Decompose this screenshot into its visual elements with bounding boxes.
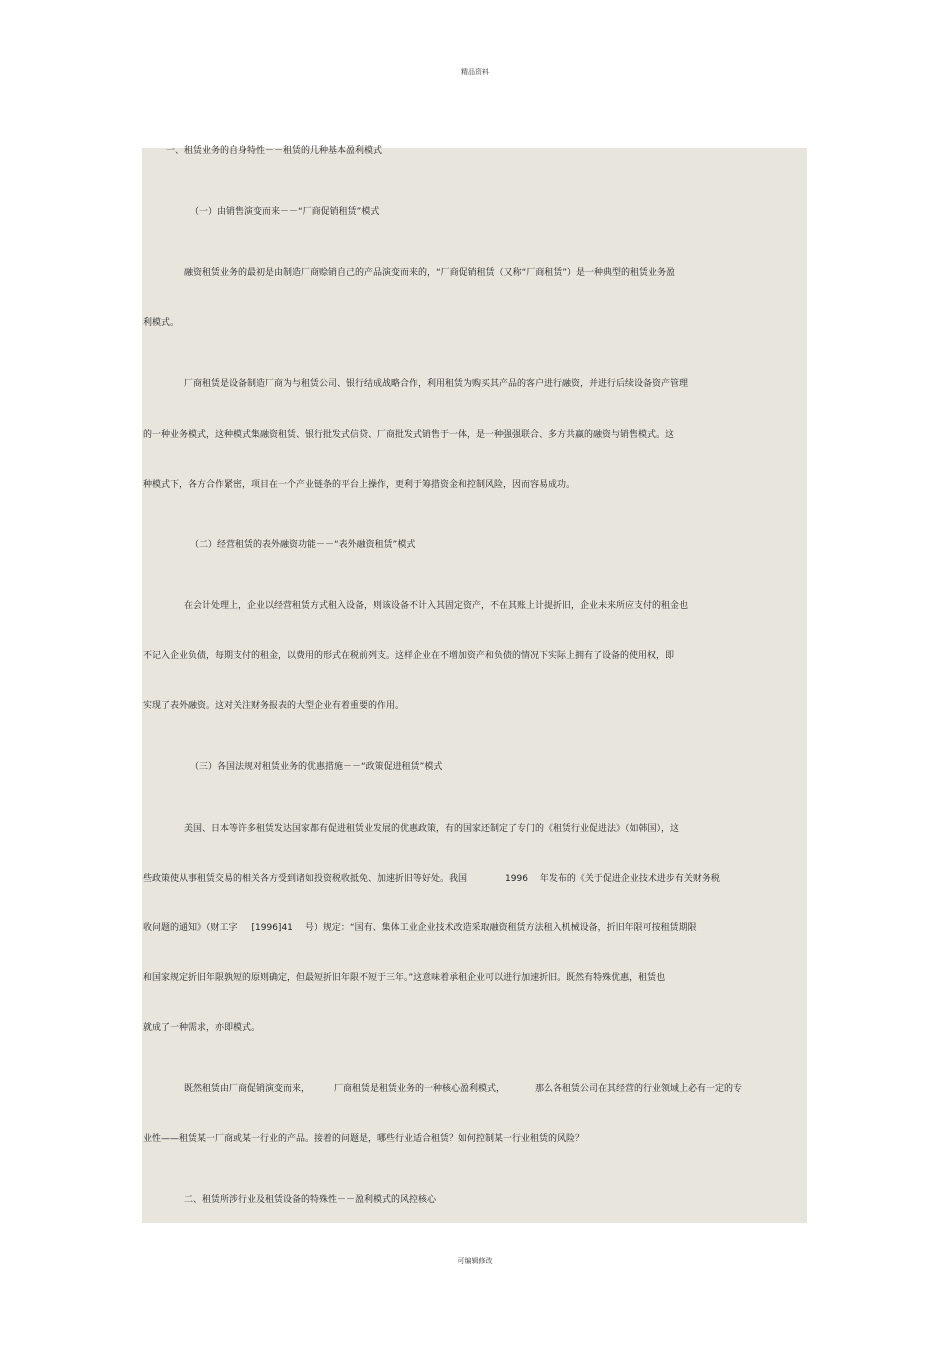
- paragraph-line: 和国家规定折旧年限孰短的原则确定，但最短折旧年限不短于三年。”这意味着承租企业可以进行加速折旧。既然有特殊优惠，租赁也: [143, 973, 666, 983]
- paragraph-line: 实现了表外融资。这对关注财务报表的大型企业有着重要的作用。: [143, 701, 405, 711]
- text-segment: 收问题的通知》（财工字: [143, 923, 238, 933]
- paragraph-line: 厂商租赁是设备制造厂商为与租赁公司、银行结成战略合作，利用租赁为购买其产品的客户进行融资，并进行后续设备资产管理: [184, 379, 689, 389]
- subsection-heading-1: （一）由销售演变而来－－“厂商促销租赁”模式: [190, 207, 380, 217]
- paragraph-line: [143, 922, 697, 934]
- paragraph-line: 就成了一种需求，亦即模式。: [143, 1023, 261, 1033]
- text-segment: 些政策使从事租赁交易的相关各方受到诸如投资税收抵免、加速折旧等好处。我国: [143, 874, 468, 884]
- paragraph-line: 不记入企业负债，每期支付的租金，以费用的形式在税前列支。这样企业在不增加资产和负债的情况下实际上拥有了设备的使用权，即: [143, 651, 675, 661]
- subsection-heading-2: （二）经营租赁的表外融资功能－－“表外融资租赁”模式: [190, 540, 416, 550]
- paragraph-line: 利模式。: [143, 318, 180, 328]
- text-segment: 号）规定：“国有、集体工业企业技术改造采取融资租赁方法租入机械设备，折旧年限可按租赁期限: [304, 923, 697, 933]
- paragraph-line: [143, 873, 720, 885]
- paragraph-line: [184, 1083, 742, 1095]
- paragraph-line: 美国、日本等许多租赁发达国家都有促进租赁业发展的优惠政策，有的国家还制定了专门的《租赁行业促进法》（如韩国），这: [184, 824, 680, 834]
- paragraph-line: 在会计处理上，企业以经营租赁方式租入设备，则该设备不计入其固定资产，不在其账上计提折旧，企业未来所应支付的租金也: [184, 601, 689, 611]
- section-heading-2: 二、租赁所涉行业及租赁设备的特殊性－－盈利模式的风控核心: [184, 1195, 437, 1205]
- document-number: [1996]41: [251, 923, 293, 933]
- paragraph-line: 融资租赁业务的最初是由制造厂商赊销自己的产品演变而来的，“厂商促销租赁（又称“厂商租赁”）是一种典型的租赁业务盈: [184, 268, 675, 278]
- paragraph-line: 业性——租赁某一厂商或某一行业的产品。接着的问题是，哪些行业适合租赁？如何控制某一行业租赁的风险？: [143, 1134, 585, 1144]
- page-header: 精品资料: [461, 68, 489, 76]
- section-heading-1: 一、租赁业务的自身特性－－租赁的几种基本盈利模式: [166, 146, 383, 156]
- paragraph-line: 种模式下，各方合作紧密，项目在一个产业链条的平台上操作，更利于筹措资金和控制风险，因而容易成功。: [143, 480, 576, 490]
- text-segment: 厂商租赁是租赁业务的一种核心盈利模式，: [334, 1084, 506, 1094]
- document-body: [142, 148, 807, 1223]
- page-footer: 可编辑修改: [457, 1257, 493, 1265]
- text-segment: 那么各租赁公司在其经营的行业领域上必有一定的专: [535, 1084, 743, 1094]
- text-segment: 既然租赁由厂商促销演变而来，: [184, 1084, 311, 1094]
- year-value: 1996: [505, 874, 528, 884]
- paragraph-line: 的一种业务模式，这种模式集融资租赁、银行批发式信贷、厂商批发式销售于一体，是一种强强联合、多方共赢的融资与销售模式。这: [143, 430, 675, 440]
- subsection-heading-3: （三）各国法规对租赁业务的优惠措施－－“政策促进租赁”模式: [190, 762, 443, 772]
- text-segment: 年发布的《关于促进企业技术进步有关财务税: [539, 874, 720, 884]
